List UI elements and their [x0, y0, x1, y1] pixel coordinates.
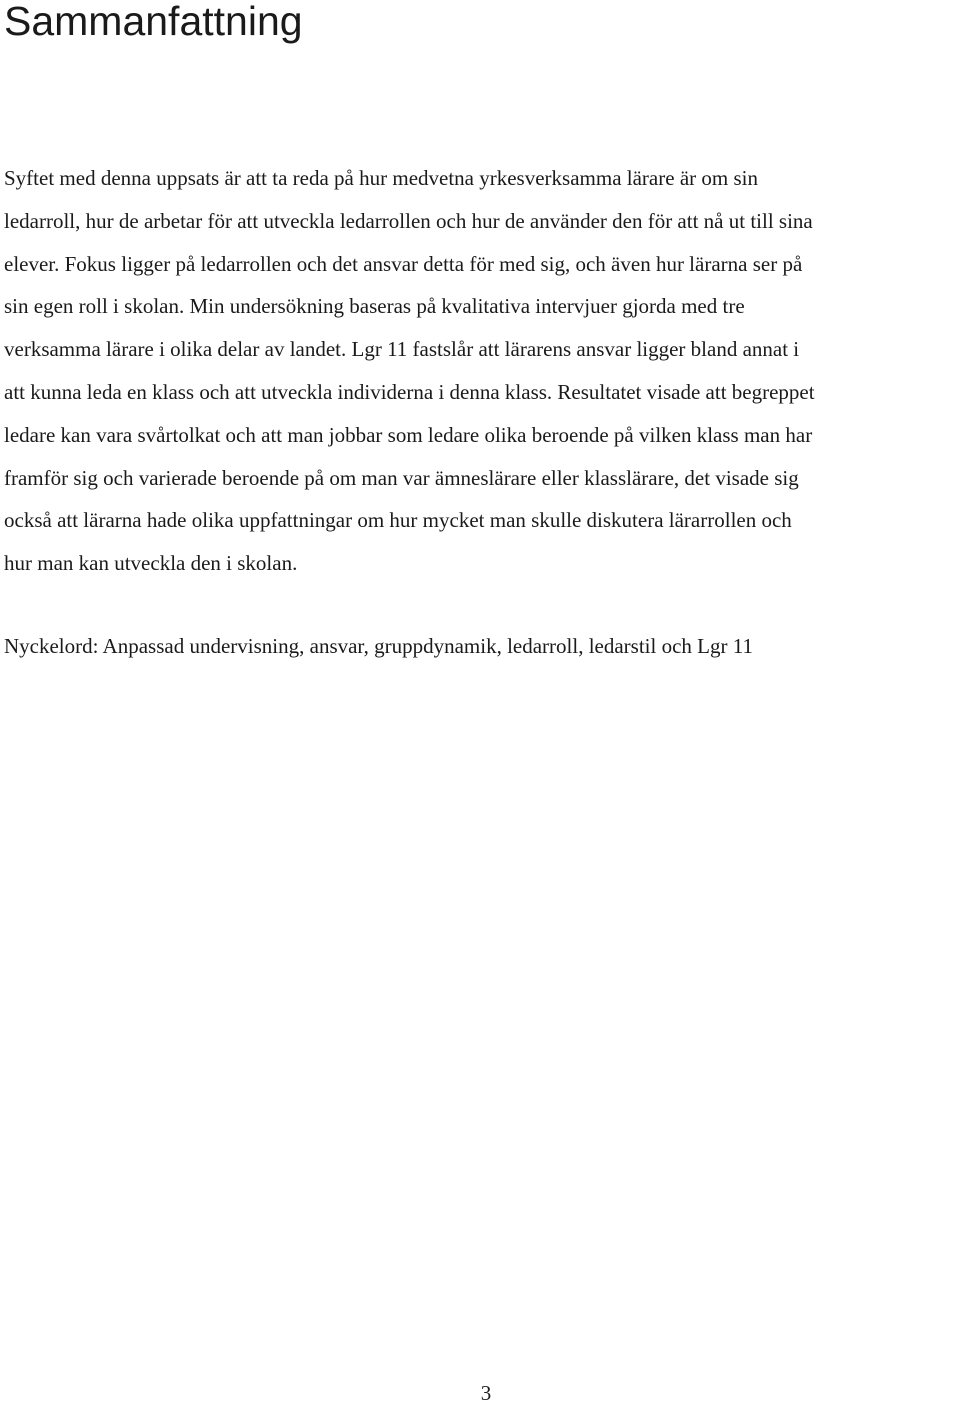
abstract-line: elever. Fokus ligger på ledarrollen och det ansvar detta för med sig, och även hur lärarna ser på [4, 251, 803, 276]
abstract-line: Syftet med denna uppsats är att ta reda på hur medvetna yrkesverksamma lärare är om sin [4, 166, 758, 190]
abstract-line: ledare kan vara svårtolkat och att man jobbar som ledare olika beroende på vilken klass man har [4, 422, 813, 447]
abstract-line: ledarroll, hur de arbetar för att utveckla ledarrollen och hur de använder den för att nå ut till sina [4, 208, 813, 233]
page-title: Sammanfattning [4, 0, 303, 44]
keywords-line: Nyckelord: Anpassad undervisning, ansvar, gruppdynamik, ledarroll, ledarstil och Lgr 11 [4, 634, 753, 658]
abstract-line: också att lärarna hade olika uppfattningar om hur mycket man skulle diskutera lärarrollen och [4, 508, 792, 533]
page-number: 3 [480, 1381, 492, 1405]
abstract-line: hur man kan utveckla den i skolan. [4, 551, 298, 576]
abstract-line: sin egen roll i skolan. Min undersökning baseras på kvalitativa intervjuer gjorda med tre [4, 294, 745, 319]
abstract-paragraph [4, 157, 960, 585]
abstract-line: att kunna leda en klass och att utveckla individerna i denna klass. Resultatet visade att begreppet [4, 379, 815, 404]
abstract-line: verksamma lärare i olika delar av landet. Lgr 11 fastslår att lärarens ansvar ligger bland annat i [4, 337, 800, 362]
abstract-line: framför sig och varierade beroende på om man var ämneslärare eller klasslärare, det visade sig [4, 465, 799, 490]
